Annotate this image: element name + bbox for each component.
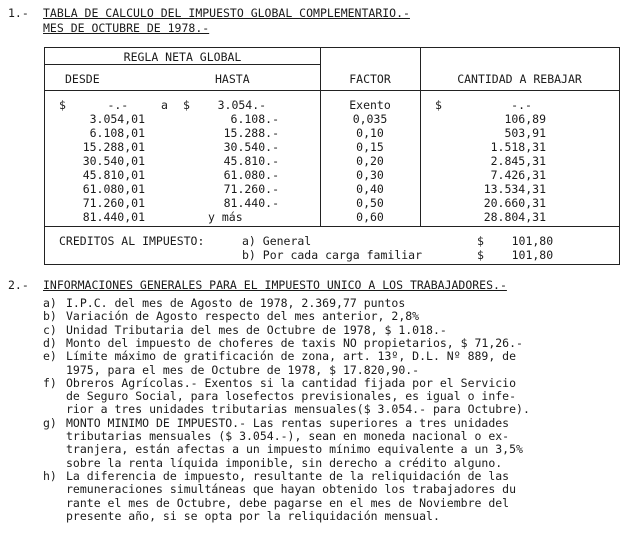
section2-title: INFORMACIONES GENERALES PARA EL IMPUESTO UNICO A LOS TRABAJADORES.- — [43, 278, 507, 292]
cell-desde: 6.108,01 — [89, 126, 145, 140]
cell-rebajar: $ -.- — [435, 98, 532, 112]
item-letter: d) — [43, 335, 57, 350]
group-header: REGLA NETA GLOBAL — [123, 50, 242, 64]
item-text-line: Monto del impuesto de choferes de taxis NO propietarios, $ 71,26.- — [66, 335, 523, 350]
cell-desde: 15.288,01 — [82, 140, 145, 154]
cell-rebajar: 1.518,31 — [490, 140, 546, 154]
item-text-line: de Seguro Social, para losefectos previsionales, es igual o infe- — [66, 389, 517, 404]
item-text-line: Obreros Agrícolas.- Exentos si la cantidad fijada por el Servicio — [66, 375, 517, 390]
cell-factor: 0,40 — [356, 182, 384, 196]
section1-number: 1.- — [8, 6, 29, 20]
item-text-line: tranjera, están afectas a un impuesto mínimo equivalente a un 3,5% — [66, 442, 523, 457]
item-text-line: remuneraciones simultáneas que hayan obtenido los trabajadores du — [66, 482, 517, 497]
cell-factor: Exento — [349, 98, 391, 112]
section1-title-line2: MES DE OCTUBRE DE 1978.- — [43, 21, 210, 35]
cell-hasta: y más — [208, 210, 243, 224]
cell-desde: 71.260,01 — [82, 196, 145, 210]
cell-desde: 61.080,01 — [82, 182, 145, 196]
cell-factor: 0,10 — [356, 126, 384, 140]
cell-desde: 3.054,01 — [89, 112, 145, 126]
cell-rebajar: 28.804,31 — [483, 210, 546, 224]
item-text-line: rante el mes de Octubre, debe pagarse en el mes de Noviembre del — [66, 495, 510, 510]
cell-factor: 0,60 — [356, 210, 384, 224]
item-text-line: Límite máximo de gratificación de zona, art. 13º, D.L. Nº 889, de — [66, 349, 517, 364]
cell-rebajar: 20.660,31 — [483, 196, 546, 210]
cell-rebajar: 2.845,31 — [490, 154, 546, 168]
cell-desde: 45.810,01 — [82, 168, 145, 182]
cell-rebajar: 13.534,31 — [483, 182, 546, 196]
cell-desde: 30.540,01 — [82, 154, 145, 168]
cell-hasta: 81.440.- — [223, 196, 279, 210]
cell-hasta: 30.540.- — [223, 140, 279, 154]
col-header-desde: DESDE — [65, 72, 100, 86]
cell-rebajar: 7.426,31 — [490, 168, 546, 182]
credito-b-value: $ 101,80 — [477, 248, 554, 262]
item-letter: e) — [43, 349, 57, 364]
cell-hasta: 15.288.- — [223, 126, 279, 140]
item-letter: h) — [43, 468, 57, 483]
credito-b-label: b) Por cada carga familiar — [242, 248, 423, 262]
cell-hasta: 45.810.- — [223, 154, 279, 168]
item-letter: a) — [43, 296, 57, 310]
cell-hasta: 71.260.- — [223, 182, 279, 196]
credito-a-value: $ 101,80 — [477, 234, 554, 248]
cell-factor: 0,50 — [356, 196, 384, 210]
cell-desde: 81.440,01 — [82, 210, 145, 224]
item-text-line: Unidad Tributaria del mes de Octubre de 1978, $ 1.018.- — [66, 322, 447, 337]
item-letter: g) — [43, 415, 57, 430]
credito-a-label: a) General — [242, 234, 312, 248]
item-text-line: La diferencia de impuesto, resultante de la reliquidación de las — [66, 468, 510, 483]
cell-hasta: 6.108.- — [230, 112, 279, 126]
cell-factor: 0,15 — [356, 140, 384, 154]
col-header-hasta: HASTA — [215, 72, 250, 86]
item-text-line: I.P.C. del mes de Agosto de 1978, 2.369,77 puntos — [66, 296, 406, 310]
cell-factor: 0,30 — [356, 168, 384, 182]
cell-hasta: $ 3.054.- — [183, 98, 267, 112]
item-text-line: presente año, si se opta por la reliquidación mensual. — [66, 508, 440, 523]
cell-factor: 0,20 — [356, 154, 384, 168]
item-letter: b) — [43, 309, 57, 324]
cell-rebajar: 503,91 — [504, 126, 546, 140]
item-text-line: tributarias mensuales ($ 3.054.-), sean en moneda nacional o ex- — [66, 429, 510, 443]
item-text-line: Variación de Agosto respecto del mes anterior, 2,8% — [66, 309, 420, 324]
cell-desde: $ -.- — [59, 98, 129, 112]
tax-table — [44, 47, 620, 265]
cell-rebajar: 106,89 — [504, 112, 546, 126]
item-letter: c) — [43, 322, 57, 337]
col-header-rebajar: CANTIDAD A REBAJAR — [457, 72, 582, 86]
creditos-label: CREDITOS AL IMPUESTO: — [59, 234, 205, 248]
item-text-line: rior a tres unidades tributarias mensuales($ 3.054.- para Octubre). — [66, 402, 530, 417]
item-text-line: 1975, para el mes de Octubre de 1978, $ 17.820,90.- — [66, 362, 420, 377]
item-text-line: sobre la renta líquida imponible, sin derecho a crédito alguno. — [66, 455, 503, 470]
cell-a: a — [161, 98, 168, 112]
cell-factor: 0,035 — [352, 112, 388, 126]
section2-number: 2.- — [8, 278, 29, 292]
item-text-line: MONTO MINIMO DE IMPUESTO.- Las rentas superiores a tres unidades — [66, 415, 510, 430]
item-letter: f) — [43, 375, 57, 390]
section1-title-line1: TABLA DE CALCULO DEL IMPUESTO GLOBAL COMPLEMENTARIO.- — [43, 6, 410, 20]
col-header-factor: FACTOR — [349, 72, 391, 86]
cell-hasta: 61.080.- — [223, 168, 279, 182]
